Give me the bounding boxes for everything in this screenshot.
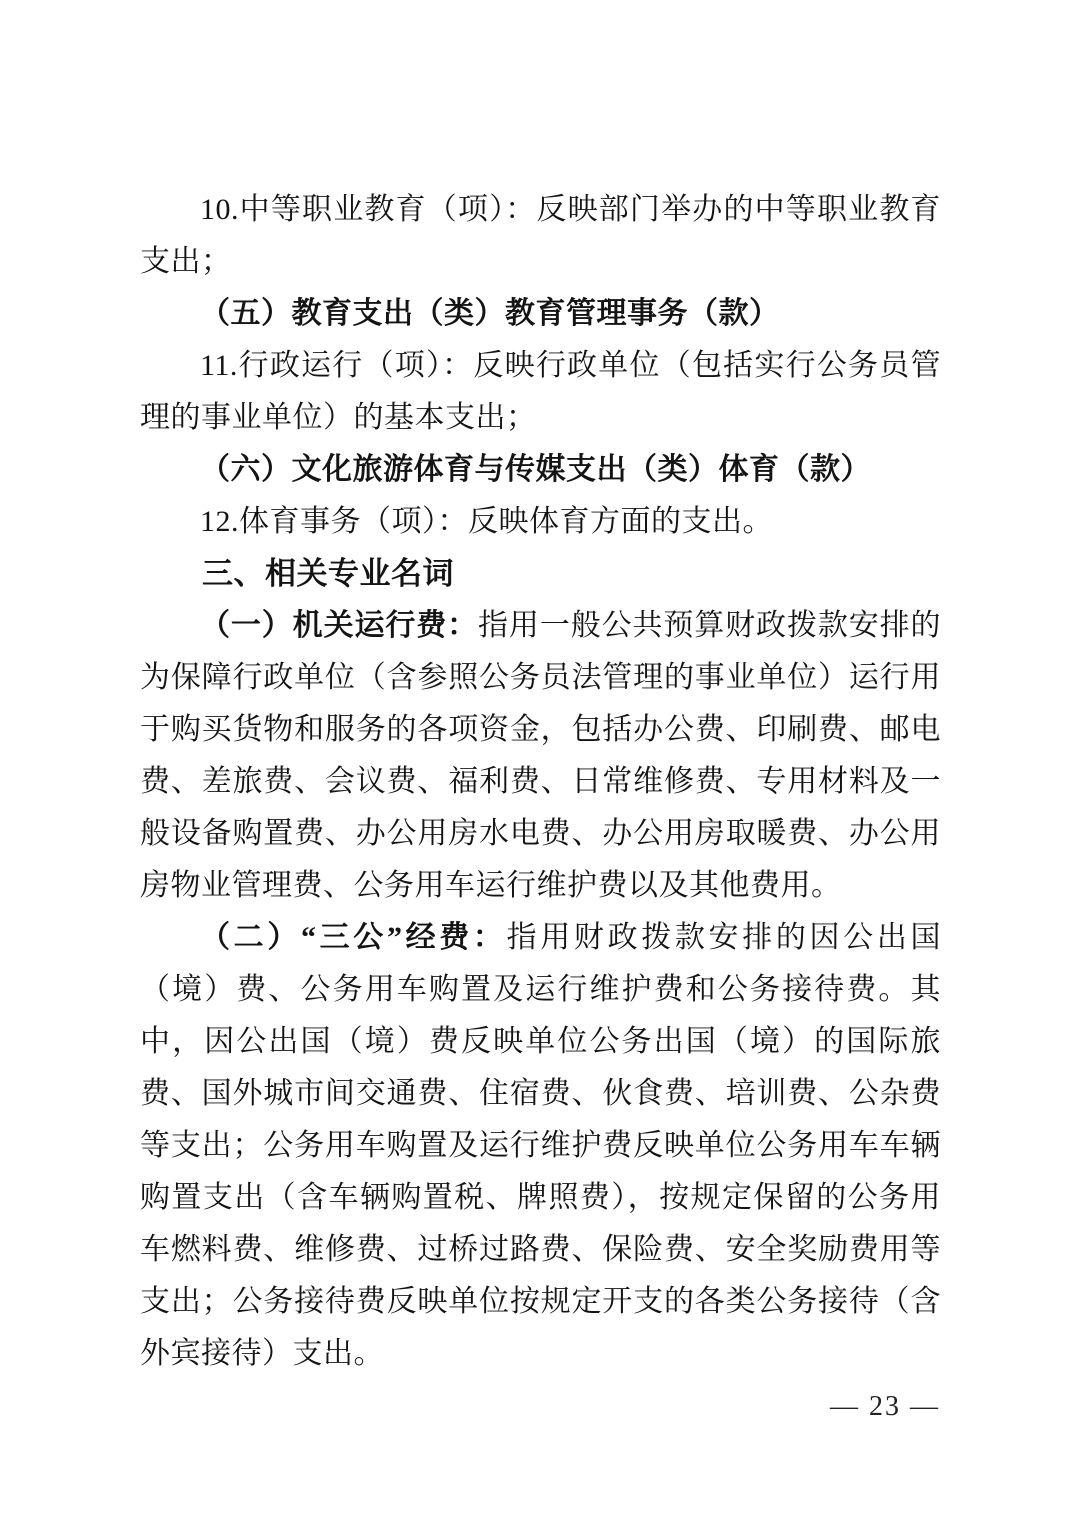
document-body — [140, 184, 941, 1380]
text-run: 10.中等职业教育（项）：反映部门举办的中等职业教育支出； — [140, 193, 941, 278]
item-10-paragraph — [140, 184, 941, 288]
text-run: 12.体育事务（项）：反映体育方面的支出。 — [200, 505, 773, 538]
bold-text-run: （一）机关运行费： — [200, 609, 479, 642]
text-run: 指用一般公共预算财政拨款安排的为保障行政单位（含参照公务员法管理的事业单位）运行用于购买货物和服务的各项资金，包括办公费、印刷费、邮电费、差旅费、会议费、福利费、日常维修费、专用材料及一般设备购置费、办公用房水电费、办公用房取暖费、办公用房物业管理费、公务用车运行维护费以及其他费用。 — [140, 609, 942, 902]
term-2-paragraph — [140, 912, 941, 1380]
item-12-paragraph — [140, 496, 941, 548]
bold-text-run: （二）“三公”经费： — [200, 921, 507, 954]
chapter-heading-3 — [140, 548, 941, 600]
item-11-paragraph — [140, 340, 941, 444]
bold-text-run: 三、相关专业名词 — [202, 556, 454, 591]
text-run: 指用财政拨款安排的因公出国（境）费、公务用车购置及运行维护费和公务接待费。其中，因公出国（境）费反映单位公务出国（境）的国际旅费、国外城市间交通费、住宿费、伙食费、培训费、公杂费等支出；公务用车购置及运行维护费反映单位公务用车车辆购置支出（含车辆购置税、牌照费），按规定保留的公务用车燃料费、维修费、过桥过路费、保险费、安全奖励费用等支出；公务接待费反映单位按规定开支的各类公务接待（含外宾接待）支出。 — [140, 921, 942, 1370]
bold-text-run: （五）教育支出（类）教育管理事务（款） — [200, 297, 780, 330]
text-run: 11.行政运行（项）：反映行政单位（包括实行公务员管理的事业单位）的基本支出； — [140, 349, 941, 434]
page-number: — 23 — — [830, 1391, 940, 1422]
section-heading-6 — [140, 444, 941, 496]
bold-text-run: （六）文化旅游体育与传媒支出（类）体育（款） — [200, 453, 871, 486]
term-1-paragraph — [140, 600, 941, 912]
section-heading-5 — [140, 288, 941, 340]
